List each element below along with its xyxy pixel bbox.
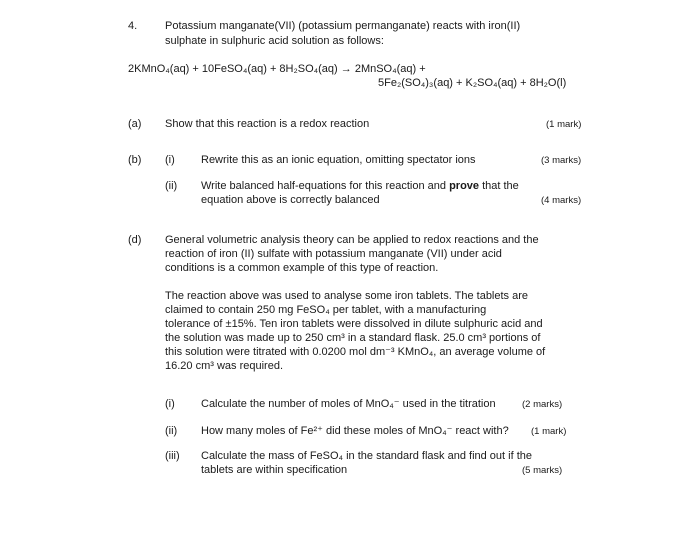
part-b-ii-post: that the	[482, 180, 519, 192]
part-d-iii-line-1: Calculate the mass of FeSO₄ in the standard flask and find out if the	[201, 450, 533, 462]
part-b-i-marks: (3 marks)	[541, 155, 582, 166]
intro-line-1: Potassium manganate(VII) (potassium permanganate) reacts with iron(II)	[165, 20, 521, 32]
part-d-i-text: Calculate the number of moles of MnO₄⁻ used in the titration	[201, 398, 496, 410]
part-d-para2-line-2: claimed to contain 250 mg FeSO₄ per tablet, with a manufacturing	[165, 304, 487, 316]
equation-line-2: 5Fe₂(SO₄)₃(aq) + K₂SO₄(aq) + 8H₂O(l)	[378, 77, 567, 89]
part-a-label: (a)	[128, 118, 142, 130]
part-b-ii-bold: prove	[449, 180, 480, 192]
part-d-para2-line-4: the solution was made up to 250 cm³ in a standard flask. 25.0 cm³ portions of	[165, 332, 541, 344]
part-d-ii-text: How many moles of Fe²⁺ did these moles of MnO₄⁻ react with?	[201, 425, 509, 437]
part-d-iii-label: (iii)	[165, 450, 180, 462]
part-b-ii-line-1	[201, 179, 519, 193]
part-d-i-label: (i)	[165, 398, 175, 410]
part-d-ii-label: (ii)	[165, 425, 178, 437]
part-d-i-marks: (2 marks)	[522, 399, 563, 410]
part-a-marks: (1 mark)	[546, 119, 582, 130]
part-b-ii-pre: Write balanced half-equations for this reaction and	[201, 180, 446, 192]
part-b-label: (b)	[128, 154, 142, 166]
part-d-para2-line-1: The reaction above was used to analyse some iron tablets. The tablets are	[165, 290, 529, 302]
part-d-ii-marks: (1 mark)	[531, 426, 567, 437]
part-b-i-label: (i)	[165, 154, 175, 166]
intro-line-2: sulphate in sulphuric acid solution as follows:	[165, 35, 384, 47]
part-d-para2-line-3: tolerance of ±15%. Ten iron tablets were dissolved in dilute sulphuric acid and	[165, 318, 543, 330]
part-b-ii-line-2: equation above is correctly balanced	[201, 194, 380, 206]
question-number: 4.	[128, 20, 138, 32]
part-d-label: (d)	[128, 234, 142, 246]
part-d-para1-line-2: reaction of iron (II) sulfate with potassium manganate (VII) under acid	[165, 248, 502, 260]
part-d-iii-line-2: tablets are within specification	[201, 464, 348, 476]
part-d-para2-line-6: 16.20 cm³ was required.	[165, 360, 283, 372]
part-d-iii-marks: (5 marks)	[522, 465, 563, 476]
equation-line-1: 2KMnO₄(aq) + 10FeSO₄(aq) + 8H₂SO₄(aq) → 2MnSO₄(aq) +	[128, 63, 426, 75]
part-d-para2-line-5: this solution were titrated with 0.0200 mol dm⁻³ KMnO₄, an average volume of	[165, 346, 546, 358]
part-b-ii-marks: (4 marks)	[541, 195, 582, 206]
part-d-para1-line-1: General volumetric analysis theory can be applied to redox reactions and the	[165, 234, 539, 246]
part-d-para1-line-3: conditions is a common example of this type of reaction.	[165, 262, 439, 274]
part-b-ii-label: (ii)	[165, 180, 178, 192]
part-b-i-text: Rewrite this as an ionic equation, omitting spectator ions	[201, 154, 476, 166]
part-a-text: Show that this reaction is a redox reaction	[165, 118, 370, 130]
